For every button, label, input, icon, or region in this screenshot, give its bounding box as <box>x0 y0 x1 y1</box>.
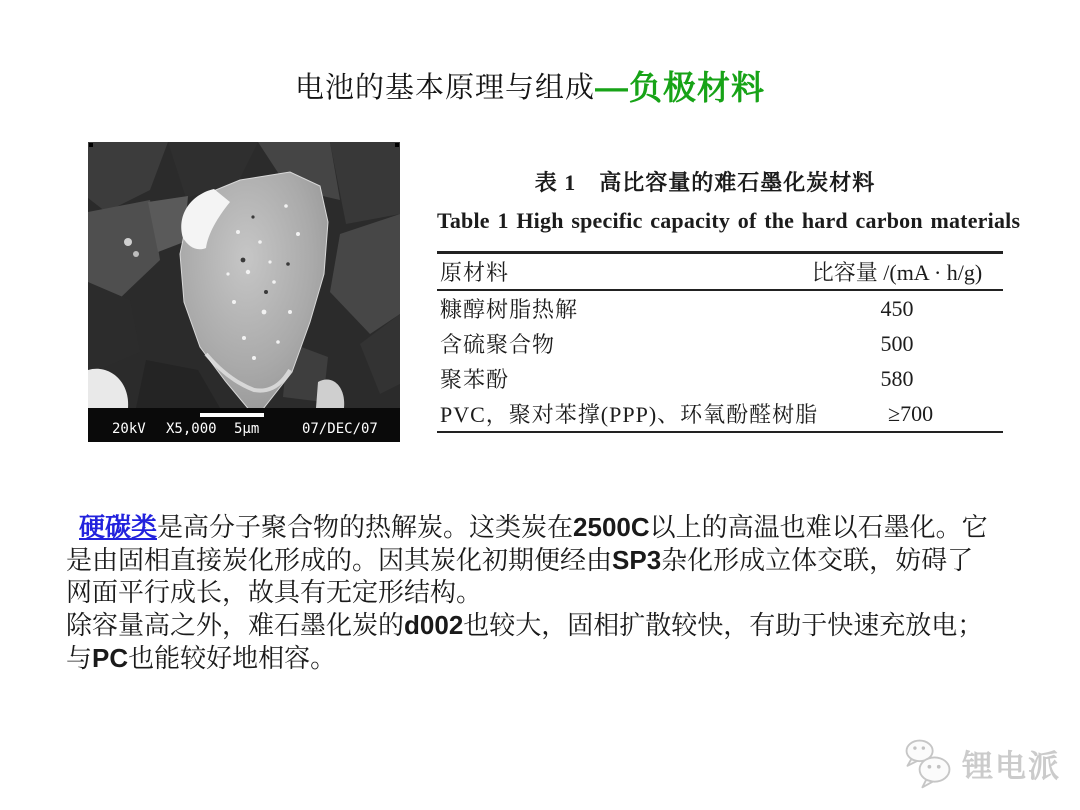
body-text-segment: 也较大，固相扩散较快，有助于快速充放电； <box>463 611 984 640</box>
body-text-segment: d002 <box>404 610 464 640</box>
body-text-segment: PC <box>92 643 129 673</box>
wechat-bubbles-icon <box>900 735 956 791</box>
capacity-cell: 580 <box>880 365 914 391</box>
body-text-segment: 除容量高之外，难石墨化炭的 <box>66 611 405 640</box>
body-text-segment: SP3 <box>612 545 662 575</box>
body-text-segment: 是由固相直接炭化形成的。因其炭化初期便经由 <box>66 546 613 575</box>
slide-title-highlight: —负极材料 <box>595 69 765 106</box>
capacity-cell: ≥700 <box>888 400 934 426</box>
brand-name: 锂电派 <box>962 748 1061 784</box>
sem-date-label: 07/DEC/07 <box>302 421 378 437</box>
sem-scale-label: 5μm <box>234 421 260 437</box>
column-header-capacity: 比容量 /(mA · h/g) <box>811 260 983 285</box>
table-header-row <box>437 254 1003 291</box>
table-caption-en: Table 1 High specific capacity of the hard carbon materials <box>437 208 1021 233</box>
hard-carbon-table <box>437 166 1021 433</box>
body-paragraphs <box>66 511 1026 675</box>
body-line-4 <box>66 609 1026 642</box>
table-grid <box>437 251 1003 433</box>
brand-watermark <box>900 735 1061 791</box>
sem-micrograph <box>88 142 400 442</box>
table-row <box>437 396 1003 431</box>
term-hard-carbon: 硬碳类 <box>79 513 158 542</box>
column-header-material: 原材料 <box>440 260 510 285</box>
table-row <box>437 291 1003 326</box>
capacity-cell: 450 <box>880 295 914 321</box>
body-line-3 <box>66 577 1026 609</box>
capacity-cell: 500 <box>880 330 914 356</box>
body-text-segment: 以上的高温也难以石墨化。它 <box>649 513 988 542</box>
sem-image-graphic <box>88 142 400 442</box>
sem-voltage-label: 20kV <box>112 421 146 437</box>
material-cell: 聚苯酚 <box>440 367 510 392</box>
slide-title <box>0 62 1060 109</box>
material-cell: 糠醇树脂热解 <box>440 297 579 322</box>
body-text-segment: 2500C <box>573 512 650 542</box>
material-cell: PVC，聚对苯撑(PPP)、环氧酚醛树脂 <box>440 402 819 427</box>
body-text-segment: 网面平行成长，故具有无定形结构。 <box>66 578 483 607</box>
table-row <box>437 326 1003 361</box>
sem-magnification-label: X5,000 <box>166 421 217 437</box>
body-text-segment: 与 <box>66 644 93 673</box>
slide-title-text: 电池的基本原理与组成 <box>294 72 595 104</box>
table-caption-cn: 表 1 高比容量的难石墨化炭材料 <box>534 170 876 195</box>
material-cell: 含硫聚合物 <box>440 332 556 357</box>
body-text-segment: 是高分子聚合物的热解炭。这类炭在 <box>157 513 574 542</box>
body-text-segment: 杂化形成立体交联，妨碍了 <box>661 546 974 575</box>
body-line-1 <box>66 511 1026 544</box>
body-text-segment: 也能较好地相容。 <box>128 644 337 673</box>
body-line-2 <box>66 544 1026 577</box>
table-row <box>437 361 1003 396</box>
sem-scale-bar <box>200 413 264 417</box>
body-line-5 <box>66 642 1026 675</box>
